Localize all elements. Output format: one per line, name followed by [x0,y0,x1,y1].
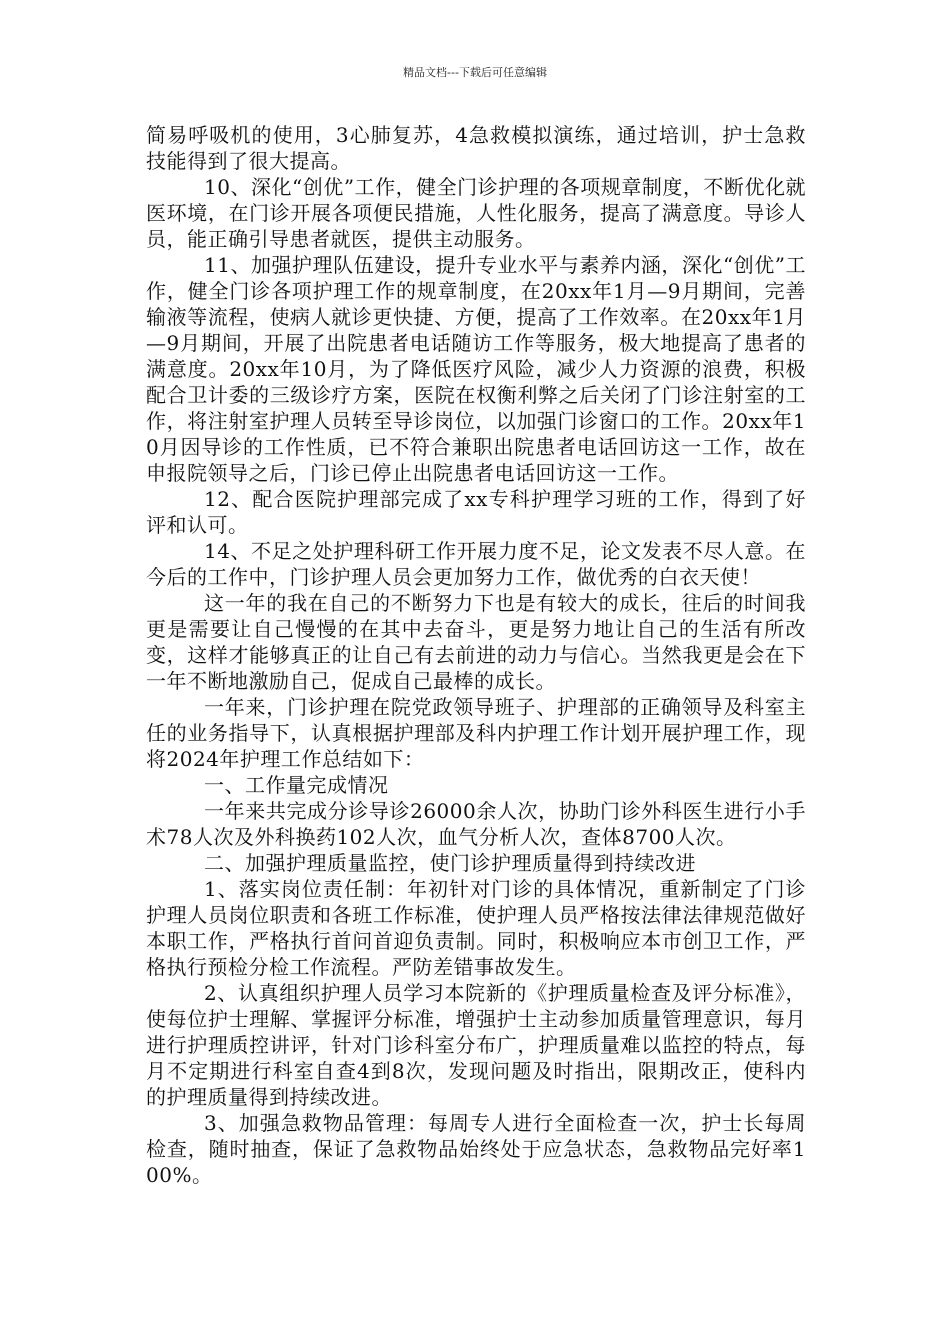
paragraph: 一年来共完成分诊导诊26000余人次，协助门诊外科医生进行小手术78人次及外科换药102人次，血气分析人次，查体8700人次。 [146,799,806,849]
document-body [146,122,806,1188]
paragraph: 12、配合医院护理部完成了xx专科护理学习班的工作，得到了好评和认可。 [146,487,806,537]
paragraph: 11、加强护理队伍建设，提升专业水平与素养内涵，深化“创优”工作，健全门诊各项护理工作的规章制度，在20xx年1月—9月期间，完善输液等流程，使病人就诊更快捷、方便，提高了工作效率。在20xx年1月—9月期间，开展了出院患者电话随访工作等服务，极大地提高了患者的满意度。20xx年10月，为了降低医疗风险，减少人力资源的浪费，积极配合卫计委的三级诊疗方案，医院在权衡利弊之后关闭了门诊注射室的工作，将注射室护理人员转至导诊岗位，以加强门诊窗口的工作。20xx年10月因导诊的工作性质，已不符合兼职出院患者电话回访这一工作，故在申报院领导之后，门诊已停止出院患者电话回访这一工作。 [146,253,806,485]
paragraph: 3、加强急救物品管理：每周专人进行全面检查一次，护士长每周检查，随时抽查，保证了急救物品始终处于应急状态，急救物品完好率100%。 [146,1111,806,1187]
section-heading: 二、加强护理质量监控，使门诊护理质量得到持续改进 [204,851,696,875]
paragraph: 2、认真组织护理人员学习本院新的《护理质量检查及评分标准》，使每位护士理解、掌握评分标准，增强护士主动参加质量管理意识，每月进行护理质控讲评，针对门诊科室分布广，护理质量难以监控的特点，每月不定期进行科室自查4到8次，发现问题及时指出，限期改正，使科内的护理质量得到持续改进。 [146,981,806,1109]
paragraph: 一年来，门诊护理在院党政领导班子、护理部的正确领导及科室主任的业务指导下，认真根据护理部及科内护理工作计划开展护理工作，现将2024年护理工作总结如下： [146,695,806,771]
paragraph: 这一年的我在自己的不断努力下也是有较大的成长，往后的时间我更是需要让自己慢慢的在其中去奋斗，更是努力地让自己的生活有所改变，这样才能够真正的让自己有去前进的动力与信心。当然我更是会在下一年不断地激励自己，促成自己最棒的成长。 [146,591,806,693]
paragraph: 简易呼吸机的使用，3心肺复苏，4急救模拟演练，通过培训，护士急救技能得到了很大提高。 [146,123,806,173]
page-header: 精品文档---下载后可任意编辑 [403,66,547,79]
paragraph: 1、落实岗位责任制：年初针对门诊的具体情况，重新制定了门诊护理人员岗位职责和各班工作标准，使护理人员严格按法律法律规范做好本职工作，严格执行首问首迎负责制。同时，积极响应本市创卫工作，严格执行预检分检工作流程。严防差错事故发生。 [146,877,806,979]
paragraph: 10、深化“创优”工作，健全门诊护理的各项规章制度，不断优化就医环境，在门诊开展各项便民措施，人性化服务，提高了满意度。导诊人员，能正确引导患者就医，提供主动服务。 [146,175,806,251]
section-heading: 一、工作量完成情况 [204,773,389,797]
paragraph: 14、不足之处护理科研工作开展力度不足，论文发表不尽人意。在今后的工作中，门诊护理人员会更加努力工作，做优秀的白衣天使！ [146,539,806,589]
